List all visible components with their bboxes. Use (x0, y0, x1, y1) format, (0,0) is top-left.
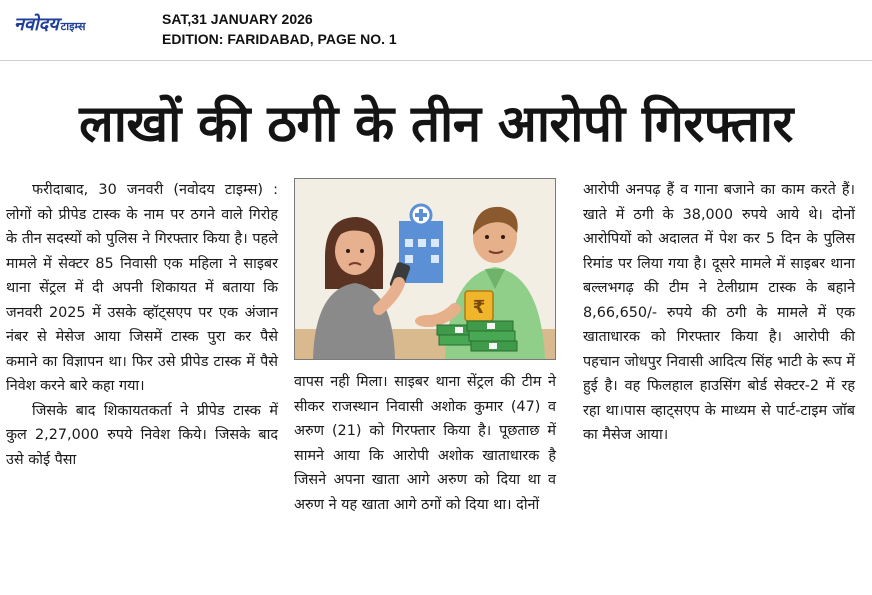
page-header (0, 0, 872, 61)
article-headline: लाखों की ठगी के तीन आरोपी गिरफ्तार (79, 95, 793, 154)
issue-date: SAT,31 JANUARY 2026 (162, 11, 313, 27)
newspaper-logo[interactable] (14, 12, 85, 36)
article-column-3 (583, 178, 855, 448)
edition-info (162, 9, 397, 49)
article-column-1 (6, 178, 278, 472)
article-paragraph: वापस नही मिला। साइबर थाना सेंट्रल की टीम ने सीकर राजस्थान निवासी अशोक कुमार (47) व अरुण (21) को गिरफ्तार किया है। पूछताछ में सामने आया कि आरोपी अशोक खाताधारक है जिसने अपना खाता आगे अरुण को दिया था व अरुण ने यह खाता आगे ठगों को दिया था। दोनों (294, 374, 556, 513)
article-illustration (294, 178, 556, 360)
fraud-illustration-image (295, 179, 555, 359)
logo-sub-text: टाइम्स (60, 20, 86, 33)
rupee-card-icon (465, 291, 493, 321)
logo-main-text: नवोदय (14, 14, 59, 35)
edition-page: EDITION: FARIDABAD, PAGE NO. 1 (162, 31, 397, 47)
rupee-symbol: ₹ (472, 297, 486, 318)
article-paragraph: फरीदाबाद, 30 जनवरी (नवोदय टाइम्स) : लोगों को प्रीपेड टास्क के नाम पर ठगने वाले गिरोह के तीन सदस्यों को पुलिस ने गिरफ्तार किया है। पहले मामले में सेक्टर 85 निवासी एक महिला ने साइबर थाना सेंट्रल में दी अपनी शिकायत में बताया कि जनवरी 2025 में उसके व्हॉट्सएप पर एक अंजान नंबर से मेसेज आया जिसमें टास्क पुरा कर पैसे कमाने का विज्ञापन था। फिर उसे प्रीपेड टास्क में पैसे निवेश करने बारे कहा गया। (6, 182, 278, 394)
article-paragraph: आरोपी अनपढ़ हैं व गाना बजाने का काम करते हैं। खाते में ठगी के 38,000 रुपये आये थे। दोनों आरोपियों को अदालत में पेश कर 5 दिन के पुलिस रिमांड पर लिया गया है। दूसरे मामले में साइबर थाना बल्लभगढ़ की टीम ने टेलीग्राम टास्क के बहाने 8,66,650/- रुपये की ठगी के मामले में एक खाताधारक को गिरफ्तार किया है। आरोपी की पहचान जोधपुर निवासी आदित्य सिंह भाटी के रूप में हुई है। वह फिलहाल हाउसिंग बोर्ड सेक्टर-2 में रह रहा था।पास व्हाट्सएप के माध्यम से पार्ट-टाइम जॉब का मैसेज आया। (583, 182, 855, 443)
article-column-2 (294, 370, 556, 517)
article-paragraph: जिसके बाद शिकायतकर्ता ने प्रीपेड टास्क में कुल 2,27,000 रुपये निवेश किये। जिसके बाद उसे कोई पैसा (6, 402, 278, 468)
